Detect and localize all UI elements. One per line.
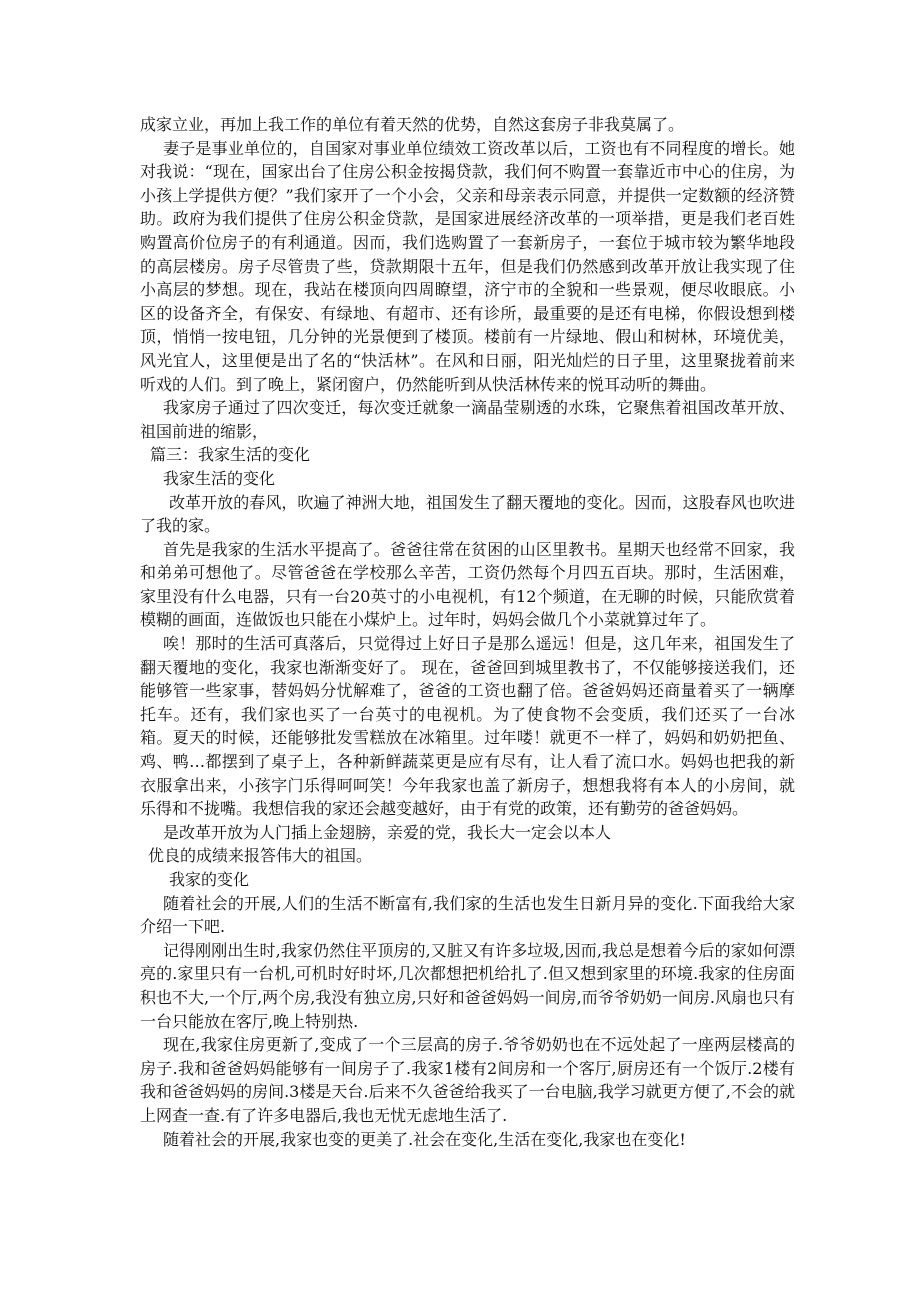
document-body	[140, 113, 795, 1151]
paragraph-wife-housing-fund: 妻子是事业单位的，自国家对事业单位绩效工资改革以后，工资也有不同程度的增长。她对我说：“现在，国家出台了住房公积金按揭贷款，我们何不购置一套靠近市中心的住房，为小孩上学提供方便？”我们家开了一个小会，父亲和母亲表示同意，并提供一定数额的经济赞助。政府为我们提供了住房公积金贷款，是国家进展经济改革的一项举措，更是我们老百姓购置高价位房子的有利通道。因而，我们选购置了一套新房子，一套位于城市较为繁华地段的高层楼房。房子尽管贵了些，贷款期限十五年，但是我们仍然感到改革开放让我实现了住小高层的梦想。现在，我站在楼顶向四周瞭望，济宁市的全貌和一些景观，便尽收眼底。小区的设备齐全，有保安、有绿地、有超市、还有诊所，最重要的是还有电梯，你假设想到楼顶，悄悄一按电钮，几分钟的光景便到了楼顶。楼前有一片绿地、假山和树林，环境优美，风光宜人，这里便是出了名的“快活林”。在风和日丽，阳光灿烂的日子里，这里聚拢着前来听戏的人们。到了晚上，紧闭窗户，仍然能听到从快活林传来的悦耳动听的舞曲。	[140, 138, 795, 394]
paragraph-continuation: 成家立业，再加上我工作的单位有着天然的优势，自然这套房子非我莫属了。	[140, 115, 685, 134]
essay-title-life-changes: 我家生活的变化	[163, 468, 276, 488]
paragraph-repay-motherland: 优良的成绩来报答伟大的祖国。	[148, 846, 373, 866]
section-heading-part-three: 篇三：我家生活的变化	[150, 445, 311, 465]
paragraph-past-and-present: 唉！那时的生活可真落后，只觉得过上好日子是那么遥远！但是，这几年来，祖国发生了翻天覆地的变化，我家也渐渐变好了。 现在，爸爸回到城里教书了，不仅能够接送我们，还能够管一些家事，替妈妈分忧解难了，爸爸的工资也翻了倍。爸爸妈妈还商量着买了一辆摩托车。还有，我们家也买了一台英寸的电视机。为了使食物不会变质，我们还买了一台冰箱。夏天的时候，还能够批发雪糕放在冰箱里。过年喽！就更不一样了，妈妈和奶奶把鱼、鸡、鸭…都摆到了桌子上，各种新鲜蔬菜更是应有尽有，让人看了流口水。妈妈也把我的新衣服拿出来，小孩字门乐得呵呵笑！今年我家也盖了新房子，想想我将有本人的小房间，就乐得和不拢嘴。我想信我的家还会越变越好，由于有党的政策，还有勤劳的爸爸妈妈。	[140, 634, 795, 819]
paragraph-spring-wind: 改革开放的春风，吹遍了神洲大地，祖国发生了翻天覆地的变化。因而，这股春风也吹进了我的家。	[140, 492, 795, 536]
paragraph-four-changes: 我家房子通过了四次变迁，每次变迁就象一滴晶莹剔透的水珠，它聚焦着祖国改革开放、祖国前进的缩影，	[140, 398, 795, 441]
essay-title-home-changes: 我家的变化	[169, 870, 250, 889]
paragraph-new-house: 现在,我家住房更新了,变成了一个三层高的房子.爷爷奶奶也在不远处起了一座两层楼高的房子.我和爸爸妈妈能够有一间房子了.我家1楼有2间房和一个客厅,厨房还有一个饭厅.2楼有我和爸爸妈妈的房间.3楼是天台.后来不久爸爸给我买了一台电脑,我学习就更方便了,不会的就上网查一查.有了许多电器后,我也无忧无虑地生活了.	[140, 1035, 795, 1125]
paragraph-society-development: 随着社会的开展,人们的生活不断富有,我们家的生活也发生日新月异的变化.下面我给大家介绍一下吧.	[140, 893, 795, 937]
paragraph-reform-wings: 是改革开放为人门插上金翅膀，亲爱的党，我长大一定会以本人	[163, 822, 612, 842]
paragraph-living-standard: 首先是我家的生活水平提高了。爸爸往常在贫困的山区里教书。星期天也经常不回家，我和弟弟可想他了。尽管爸爸在学校那么辛苦，工资仍然每个月四五百块。那时，生活困难，家里没有什么电器，只有一台20英寸的小电视机，有12个频道，在无聊的时候，只能欣赏着模糊的画面，连做饭也只能在小煤炉上。过年时，妈妈会做几个小菜就算过年了。	[140, 539, 795, 630]
paragraph-early-home: 记得刚刚出生时,我家仍然住平顶房的,又脏又有许多垃圾,因而,我总是想着今后的家如何漂亮的.家里只有一台机,可机时好时坏,几次都想把机给扎了.但又想到家里的环境.我家的住房面积也不大,一个厅,两个房,我没有独立房,只好和爸爸妈妈一间房,而爷爷奶奶一间房.风扇也只有一台只能放在客厅,晚上特别热.	[140, 940, 795, 1031]
paragraph-conclusion: 随着社会的开展,我家也变的更美了.社会在变化,生活在变化,我家也在变化!	[163, 1129, 686, 1149]
